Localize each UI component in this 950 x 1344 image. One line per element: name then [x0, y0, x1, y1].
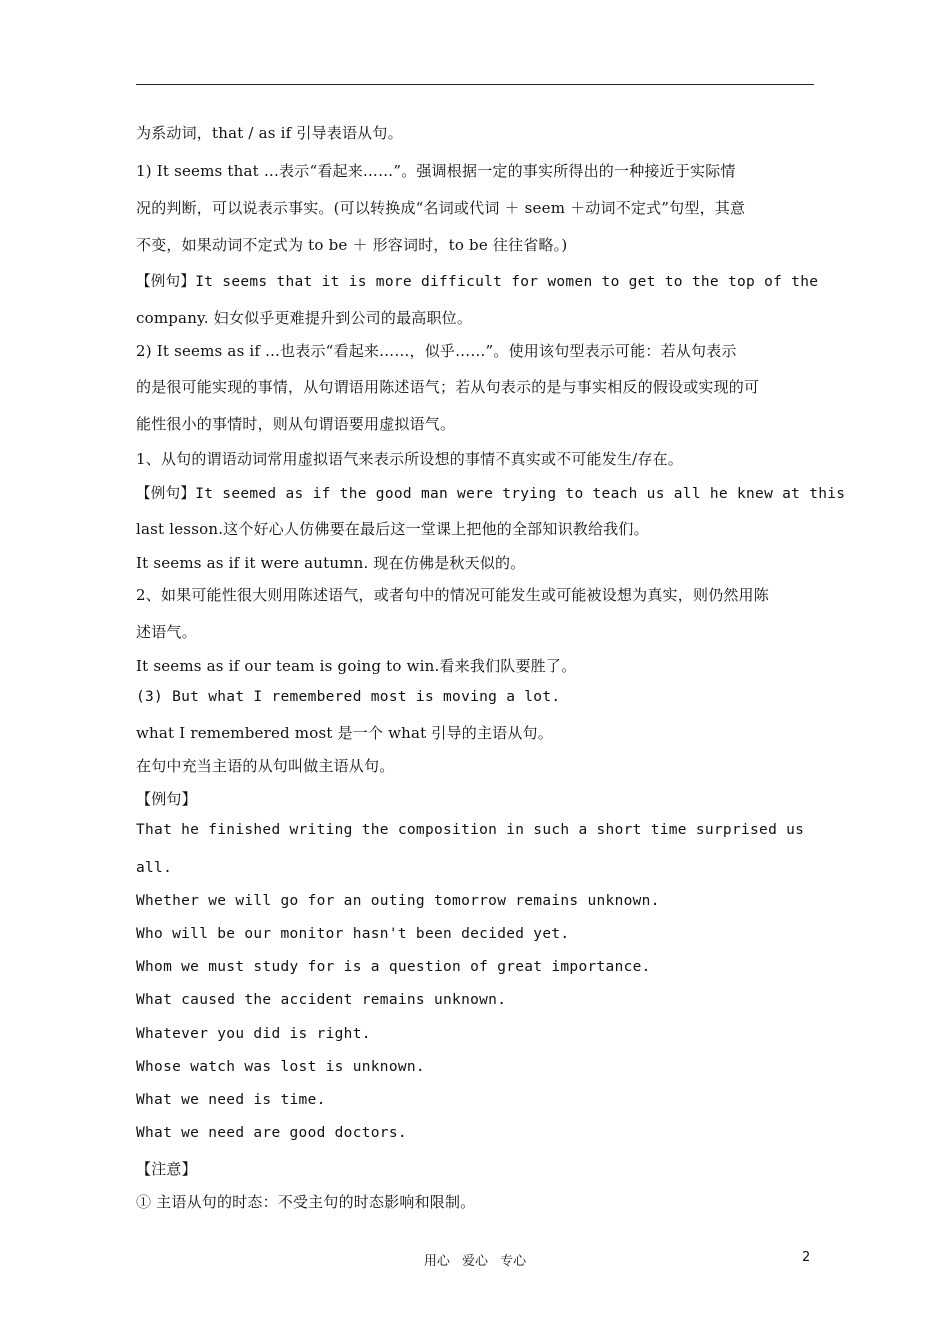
body-line: ① 主语从句的时态：不受主句的时态影响和限制。: [136, 1193, 476, 1211]
example-line: last lesson.这个好心人仿佛要在最后这一堂课上把他的全部知识教给我们。: [136, 520, 649, 538]
example-line: Whom we must study for is a question of great importance.: [136, 959, 651, 975]
example-line: Whether we will go for an outing tomorrow remains unknown.: [136, 893, 660, 909]
example-line: It seems as if it were autumn. 现在仿佛是秋天似的。: [136, 554, 526, 572]
body-line: 为系动词，that / as if 引导表语从句。: [136, 124, 403, 142]
example-line: What we need is time.: [136, 1092, 326, 1108]
section-heading: 【例句】: [136, 790, 197, 808]
example-line: Whose watch was lost is unknown.: [136, 1059, 425, 1075]
page-number: 2: [802, 1250, 811, 1265]
body-line: 2、如果可能性很大则用陈述语气，或者句中的情况可能发生或可能被设想为真实，则仍然用陈: [136, 586, 769, 604]
body-line: 1) It seems that …表示“看起来……”。强调根据一定的事实所得出的一种接近于实际情: [136, 162, 736, 180]
example-line: What we need are good doctors.: [136, 1125, 407, 1141]
section-heading: 【注意】: [136, 1160, 197, 1178]
example-line: company. 妇女似乎更难提升到公司的最高职位。: [136, 309, 473, 327]
example-line: It seems as if our team is going to win.看来我们队要胜了。: [136, 657, 577, 675]
body-line: 在句中充当主语的从句叫做主语从句。: [136, 757, 395, 775]
body-line: what I remembered most 是一个 what 引导的主语从句。: [136, 724, 553, 742]
example-line: That he finished writing the composition in such a short time surprised us: [136, 822, 805, 838]
footer-slogan: 用心 爱心 专心: [423, 1254, 527, 1269]
body-line: 不变，如果动词不定式为 to be ＋ 形容词时，to be 往往省略。): [136, 236, 568, 254]
body-line: 2) It seems as if ...也表示“看起来……，似乎……”。使用该句型表示可能：若从句表示: [136, 342, 737, 360]
body-line: 的是很可能实现的事情，从句谓语用陈述语气；若从句表示的是与事实相反的假设或实现的可: [136, 378, 760, 396]
body-line: 况的判断，可以说表示事实。(可以转换成“名词或代词 ＋ seem ＋动词不定式”句型，其意: [136, 199, 746, 217]
example-line: Who will be our monitor hasn't been decided yet.: [136, 926, 570, 942]
example-line: Whatever you did is right.: [136, 1026, 371, 1042]
body-line: 述语气。: [136, 623, 197, 641]
body-line: 1、从句的谓语动词常用虚拟语气来表示所设想的事情不真实或不可能发生/存在。: [136, 450, 684, 468]
example-line: 【例句】It seemed as if the good man were trying to teach us all he knew at this: [136, 486, 846, 502]
example-line: (3) But what I remembered most is moving a lot.: [136, 689, 561, 705]
body-line: 能性很小的事情时，则从句谓语要用虚拟语气。: [136, 415, 456, 433]
header-rule: [136, 84, 814, 85]
example-line: What caused the accident remains unknown.: [136, 992, 507, 1008]
example-line: 【例句】It seems that it is more difficult for women to get to the top of the: [136, 274, 819, 290]
example-line: all.: [136, 860, 173, 876]
